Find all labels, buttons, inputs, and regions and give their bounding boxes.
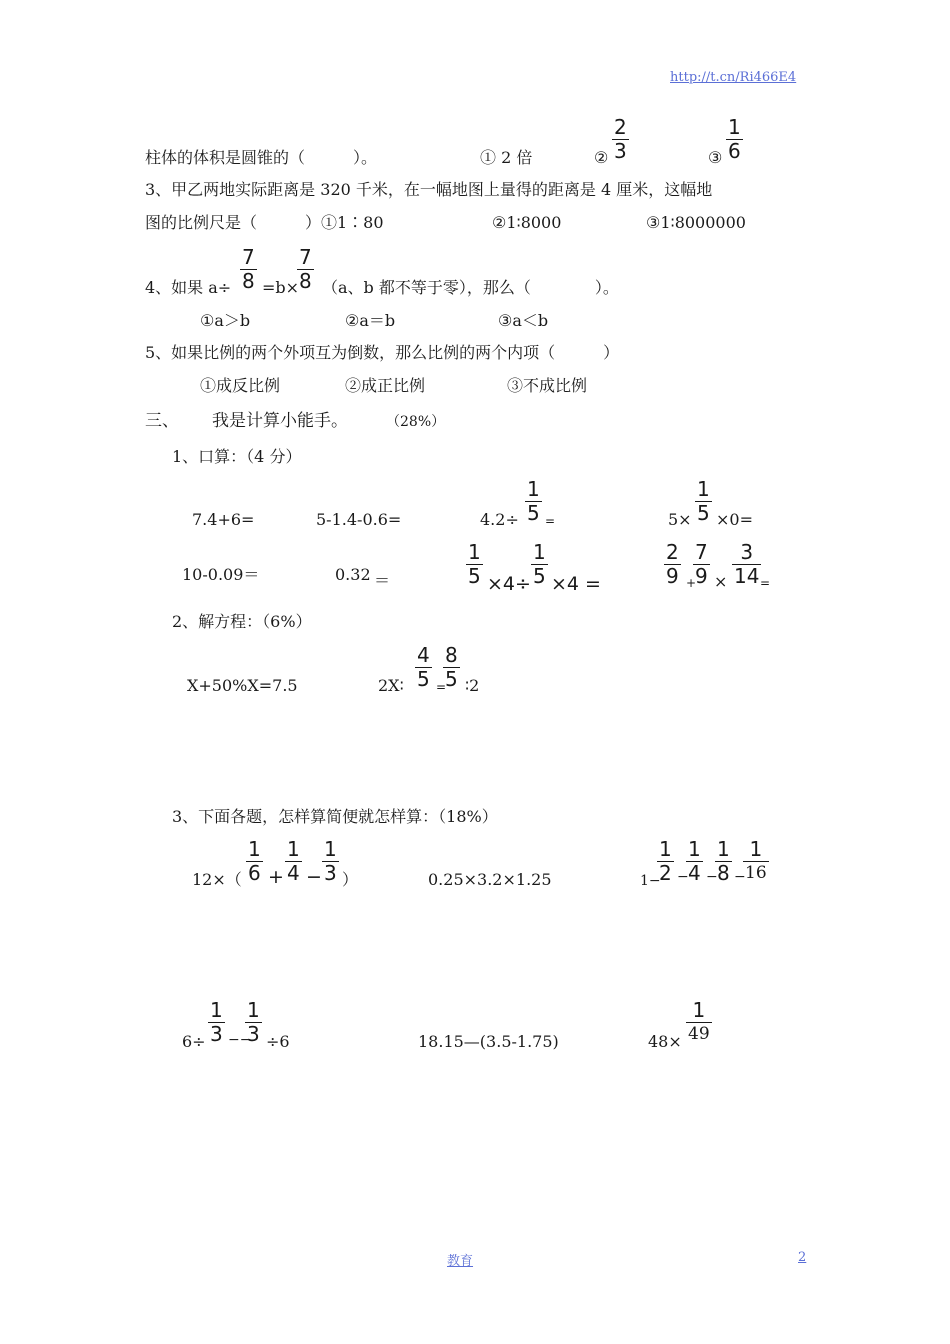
q5-option-2: ②成正比例 <box>345 376 426 395</box>
simplify-problem-4-fraction-1 <box>208 999 225 1046</box>
equation-2-fraction-2 <box>443 644 460 691</box>
fraction-denominator: 5 <box>533 564 546 588</box>
simplify-problem-3-prefix: 1− <box>640 873 661 889</box>
q4-fraction-2 <box>297 246 314 293</box>
simplify-problem-6-prefix: 48× <box>648 1032 682 1051</box>
simplify-problem-3-minus-3: − <box>734 869 746 885</box>
oral-item-a: 7.4+6= <box>192 510 255 529</box>
fraction-numerator: 1 <box>692 998 706 1022</box>
section-3-title: 我是计算小能手。 <box>212 411 348 431</box>
fraction-numerator: 7 <box>299 245 312 269</box>
q3-option-3: ③1∶8000000 <box>646 213 746 232</box>
q2-text: 柱体的体积是圆锥的（ ）。 <box>145 148 378 167</box>
oral-item-e: 10-0.09＝ <box>182 565 260 584</box>
header-url-link[interactable]: http://t.cn/Ri466E4 <box>670 70 797 85</box>
fraction-denominator: 4 <box>287 861 300 885</box>
fraction-numerator: 1 <box>697 477 710 501</box>
footer-center-link[interactable]: 教育 <box>447 1254 474 1269</box>
fraction-numerator: 2 <box>666 540 679 564</box>
fraction-denominator: 3 <box>614 139 627 163</box>
oral-item-f: 0.32 <box>335 565 371 584</box>
fraction-numerator: 1 <box>728 115 741 139</box>
section-3-number: 三、 <box>145 411 179 431</box>
q3-option-2: ②1∶8000 <box>492 213 562 232</box>
simplify-problem-5: 18.15—(3.5-1.75) <box>418 1032 559 1051</box>
equation-2-equals: = <box>436 680 447 694</box>
simplify-problem-3-fraction-2 <box>686 838 703 885</box>
simplify-problem-1-fraction-1 <box>246 838 263 885</box>
fraction-numerator: 1 <box>324 837 337 861</box>
q4-suffix: （a、b 都不等于零），那么（ ）。 <box>322 278 619 297</box>
oral-item-h-equals: = <box>760 576 771 590</box>
equation-2-fraction-1 <box>415 644 432 691</box>
footer-page-number[interactable]: 2 <box>798 1250 807 1265</box>
fraction-denominator: 8 <box>717 861 730 885</box>
oral-item-g-fraction-1 <box>466 541 483 588</box>
fraction-numerator: 1 <box>210 998 223 1022</box>
fraction-denominator: 5 <box>445 667 458 691</box>
q5-option-3: ③不成比例 <box>507 376 588 395</box>
q3-line-1: 3、甲乙两地实际距离是 320 千米，在一幅地图上量得的距离是 4 厘米，这幅地 <box>145 180 713 199</box>
simplify-problem-1-minus: − <box>306 866 322 888</box>
simplify-problem-1-fraction-2 <box>285 838 302 885</box>
fraction-numerator: 1 <box>688 837 701 861</box>
fraction-numerator: 1 <box>248 837 261 861</box>
oral-item-f-equals: ＝ <box>374 571 391 590</box>
q2-option-2-fraction <box>612 116 629 163</box>
fraction-denominator: 9 <box>666 564 679 588</box>
q5-text: 5、如果比例的两个外项互为倒数，那么比例的两个内项（ ） <box>145 343 620 362</box>
fraction-denominator: 49 <box>688 1024 710 1044</box>
oral-item-b: 5-1.4-0.6= <box>316 510 402 529</box>
oral-item-h-fraction-3 <box>732 541 761 588</box>
simplify-problem-2: 0.25×3.2×1.25 <box>428 870 552 889</box>
simplify-problem-1-suffix: ） <box>342 870 359 889</box>
fraction-numerator: 1 <box>749 837 763 861</box>
simplify-problem-3-minus-1: − <box>677 869 689 885</box>
oral-item-c-equals: = <box>545 514 556 528</box>
fraction-numerator: 1 <box>659 837 672 861</box>
fraction-denominator: 6 <box>248 861 261 885</box>
fraction-denominator: 8 <box>242 269 255 293</box>
fraction-denominator: 5 <box>417 667 430 691</box>
simplify-problem-4-suffix: ÷6 <box>266 1032 290 1051</box>
fraction-numerator: 2 <box>614 115 627 139</box>
q2-option-2-mark: ② <box>594 148 609 167</box>
q4-option-2: ②a＝b <box>345 311 396 330</box>
fraction-numerator: 8 <box>445 643 458 667</box>
equation-2-suffix: ∶2 <box>465 676 480 695</box>
q2-option-3-fraction <box>726 116 743 163</box>
fraction-numerator: 1 <box>468 540 481 564</box>
fraction-denominator: 4 <box>688 861 701 885</box>
fraction-denominator: 5 <box>468 564 481 588</box>
simplify-problem-3-fraction-1 <box>657 838 674 885</box>
q3-line-2: 图的比例尺是（ ）①1∶80 <box>145 213 384 232</box>
fraction-numerator: 7 <box>695 540 708 564</box>
q4-prefix: 4、如果 a÷ <box>145 278 232 297</box>
simplify-problem-1-prefix: 12×（ <box>192 870 242 889</box>
fraction-denominator: 9 <box>695 564 708 588</box>
oral-item-h-fraction-1 <box>664 541 681 588</box>
simplify-problem-3-minus-2: − <box>706 869 718 885</box>
oral-item-g-suffix: ×4 = <box>551 573 601 595</box>
section-3-percent: （28%） <box>386 414 446 430</box>
fraction-denominator: 3 <box>324 861 337 885</box>
q5-option-1: ①成反比例 <box>200 376 281 395</box>
fraction-denominator: 14 <box>734 564 760 588</box>
fraction-numerator: 7 <box>242 245 255 269</box>
q4-option-1: ①a＞b <box>200 311 251 330</box>
oral-item-d-fraction <box>695 478 712 525</box>
q4-fraction-1 <box>240 246 257 293</box>
fraction-denominator: 6 <box>728 139 741 163</box>
fraction-numerator: 1 <box>533 540 546 564</box>
fraction-denominator: 3 <box>210 1022 223 1046</box>
fraction-numerator: 3 <box>740 540 754 564</box>
oral-item-d-suffix: ×0= <box>716 510 753 529</box>
simplify-problem-6-fraction <box>686 999 712 1046</box>
oral-item-h-plus: + <box>686 576 697 590</box>
oral-item-c-prefix: 4.2÷ <box>480 510 519 529</box>
fraction-denominator: 2 <box>659 861 672 885</box>
oral-item-h-times: × <box>714 572 728 591</box>
simplify-problem-4-minus: −− <box>228 1032 252 1048</box>
fraction-numerator: 1 <box>247 998 260 1022</box>
simplify-heading: 3、下面各题，怎样算简便就怎样算：（18%） <box>172 807 498 826</box>
fraction-numerator: 1 <box>287 837 300 861</box>
fraction-denominator: 16 <box>745 863 767 883</box>
oral-item-g-fraction-2 <box>531 541 548 588</box>
oral-heading: 1、口算：（4 分） <box>172 447 302 466</box>
equations-heading: 2、解方程：（6%） <box>172 612 312 631</box>
simplify-problem-1-plus: + <box>268 866 284 888</box>
simplify-problem-3-fraction-4 <box>743 838 769 885</box>
q4-mid: =b× <box>262 278 300 297</box>
oral-item-g-mid: ×4÷ <box>487 573 531 595</box>
oral-item-h-fraction-2 <box>693 541 710 588</box>
oral-item-d-prefix: 5× <box>668 510 692 529</box>
simplify-problem-4-prefix: 6÷ <box>182 1032 206 1051</box>
oral-item-c-fraction <box>525 478 542 525</box>
fraction-denominator: 8 <box>299 269 312 293</box>
simplify-problem-1-fraction-3 <box>322 838 339 885</box>
q2-option-3-mark: ③ <box>708 148 723 167</box>
fraction-denominator: 5 <box>527 501 540 525</box>
fraction-denominator: 5 <box>697 501 710 525</box>
simplify-problem-4-fraction-2 <box>245 999 262 1046</box>
fraction-numerator: 1 <box>717 837 730 861</box>
q2-option-1: ① 2 倍 <box>480 148 533 167</box>
equation-2-prefix: 2X∶ <box>378 676 404 695</box>
equation-1: X+50%X=7.5 <box>187 676 298 695</box>
fraction-numerator: 4 <box>417 643 430 667</box>
q4-option-3: ③a＜b <box>498 311 549 330</box>
simplify-problem-3-fraction-3 <box>715 838 732 885</box>
fraction-numerator: 1 <box>527 477 540 501</box>
fraction-denominator: 3 <box>247 1022 260 1046</box>
